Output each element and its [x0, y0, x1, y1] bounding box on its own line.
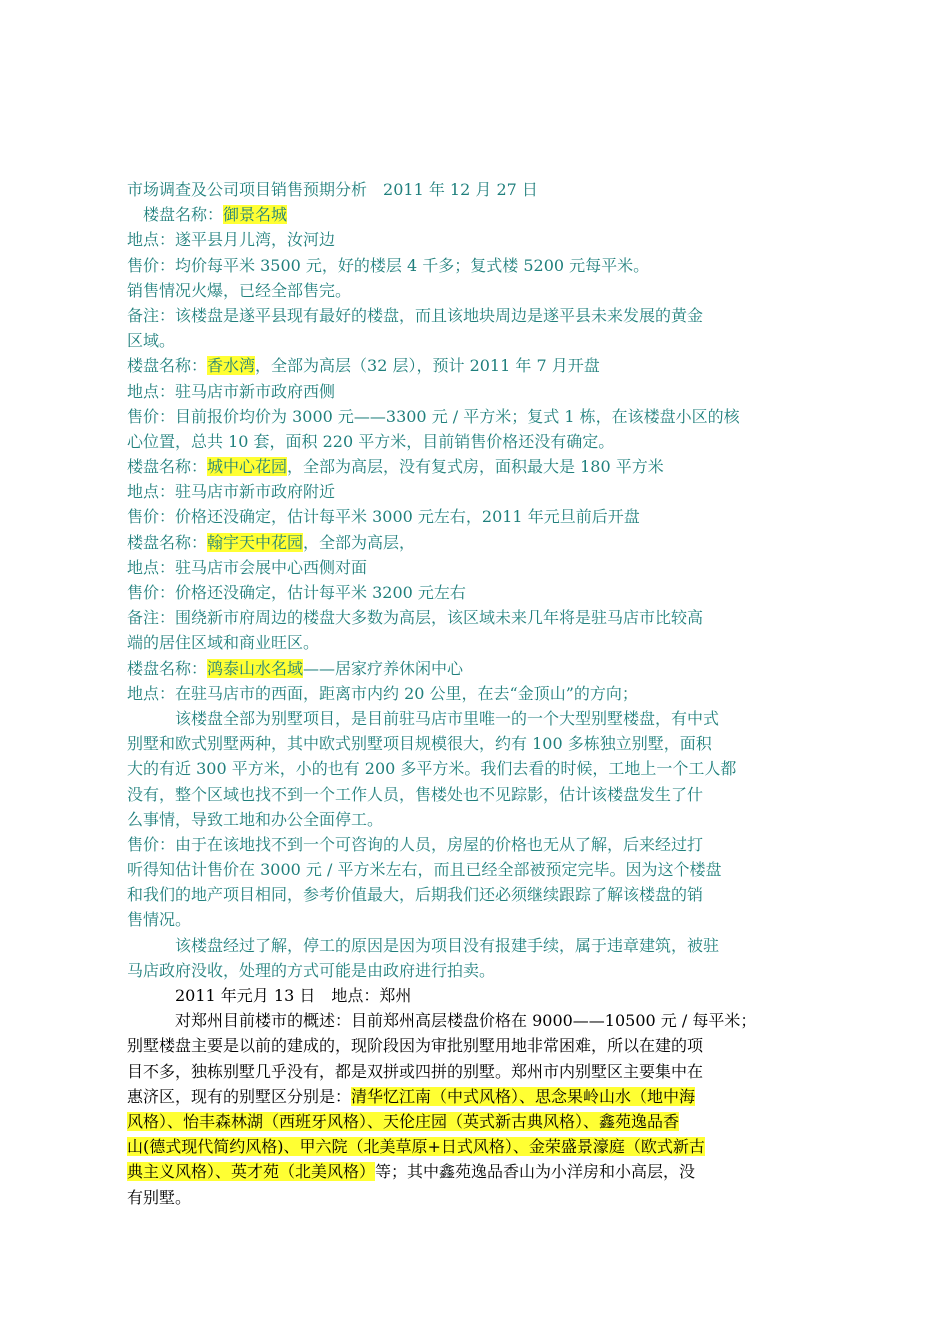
property-1-note: 备注：该楼盘是遂平县现有最好的楼盘，而且该地块周边是遂平县未来发展的黄金	[127, 305, 704, 325]
property-5-stop: 该楼盘经过了解，停工的原因是因为项目没有报建手续，属于违章建筑，被驻	[175, 935, 720, 955]
property-2-name-line: 楼盘名称：香水湾，全部为高层（32 层），预计 2011 年 7 月开盘	[127, 356, 600, 376]
property-5-desc-3: 大的有近 300 平方米，小的也有 200 多平方米。我们去看的时候，工地上一个工人都	[127, 759, 737, 779]
property-1-location: 地点：遂平县月儿湾，汝河边	[127, 230, 336, 250]
document-page	[127, 177, 827, 1210]
zhengzhou-overview: 对郑州目前楼市的概述：目前郑州高层楼盘价格在 9000——10500 元 / 每平米；	[175, 1011, 757, 1031]
property-5-price-2: 听得知估计售价在 3000 元 / 平方米左右，而且已经全部被预定完毕。因为这个楼盘	[127, 860, 722, 880]
property-4-name-line: 楼盘名称：翰宇天中花园，全部为高层，	[127, 532, 416, 552]
property-5-desc-5: 么事情，导致工地和办公全面停工。	[127, 809, 384, 829]
zhengzhou-date-location: 2011 年元月 13 日 地点：郑州	[175, 986, 412, 1005]
property-3-name-line: 楼盘名称：城中心花园，全部为高层，没有复式房，面积最大是 180 平方米	[127, 457, 664, 477]
property-5-name: 鸿泰山水名域	[207, 658, 304, 678]
property-4-location: 地点：驻马店市会展中心西侧对面	[127, 557, 368, 577]
property-4-note: 备注：围绕新市府周边的楼盘大多数为高层，该区域未来几年将是驻马店市比较高	[127, 608, 704, 628]
property-2-location: 地点：驻马店市新市政府西侧	[127, 381, 336, 401]
property-5-desc: 该楼盘全部为别墅项目，是目前驻马店市里唯一的一个大型别墅楼盘，有中式	[175, 708, 720, 728]
doc-date: 2011 年 12 月 27 日	[383, 180, 538, 199]
property-1-note-cont: 区域。	[127, 331, 176, 351]
villa-list-highlight: 山(德式现代简约风格)、甲六院（北美草原+日式风格）、金荣盛景濠庭（欧式新古	[127, 1137, 705, 1157]
doc-title-line	[127, 177, 827, 202]
property-1-name: 御景名城	[223, 205, 288, 225]
property-1-price: 售价：均价每平米 3500 元，好的楼层 4 千多；复式楼 5200 元每平米。	[127, 255, 650, 275]
property-3-price: 售价：价格还没确定，估计每平米 3000 元左右，2011 年元旦前后开盘	[127, 507, 640, 527]
zhengzhou-overview-8: 有别墅。	[127, 1187, 192, 1207]
property-2-price: 售价：目前报价均价为 3000 元——3300 元 / 平方米；复式 1 栋，在该楼盘小区的核	[127, 406, 740, 426]
zhengzhou-overview-3: 目不多，独栋别墅几乎没有，都是双拼或四拼的别墅。郑州市内别墅区主要集中在	[127, 1061, 704, 1081]
villa-list-highlight: 风格）、怡丰森林湖（西班牙风格）、天伦庄园（英式新古典风格）、鑫苑逸品香	[127, 1111, 680, 1131]
property-2-price-cont: 心位置，总共 10 套，面积 220 平方米，目前销售价格还没有确定。	[127, 431, 615, 451]
property-5-desc-2: 别墅和欧式别墅两种，其中欧式别墅项目规模很大，约有 100 多栋独立别墅，面积	[127, 734, 712, 754]
property-1-name-line: 楼盘名称：御景名城	[143, 205, 288, 225]
property-5-location: 地点：在驻马店市的西面，距离市内约 20 公里，在去“金顶山”的方向；	[127, 683, 638, 703]
zhengzhou-overview-2: 别墅楼盘主要是以前的建成的，现阶段因为审批别墅用地非常困难，所以在建的项	[127, 1036, 704, 1056]
property-5-stop-cont: 马店政府没收，处理的方式可能是由政府进行拍卖。	[127, 960, 496, 980]
property-5-name-line: 楼盘名称：鸿泰山水名域——居家疗养休闲中心	[127, 658, 464, 678]
property-4-note-cont: 端的居住区域和商业旺区。	[127, 633, 320, 653]
property-5-desc-4: 没有，整个区域也找不到一个工作人员，售楼处也不见踪影，估计该楼盘发生了什	[127, 784, 704, 804]
property-5-price-4: 售情况。	[127, 910, 192, 930]
property-2-name: 香水湾	[207, 356, 256, 376]
property-3-location: 地点：驻马店市新市政府附近	[127, 482, 336, 502]
zhengzhou-overview-7: 典主义风格）、英才苑（北美风格）等；其中鑫苑逸品香山为小洋房和小高层，没	[127, 1162, 696, 1182]
property-3-name: 城中心花园	[207, 457, 288, 477]
property-4-price: 售价：价格还没确定，估计每平米 3200 元左右	[127, 583, 466, 602]
villa-list-highlight: 典主义风格）、英才苑（北美风格）	[127, 1162, 376, 1182]
villa-list-highlight: 清华忆江南（中式风格）、思念果岭山水（地中海	[351, 1086, 696, 1106]
zhengzhou-overview-6	[127, 1134, 827, 1159]
doc-title: 市场调查及公司项目销售预期分析	[127, 180, 368, 199]
property-5-price: 售价：由于在该地找不到一个可咨询的人员，房屋的价格也无从了解，后来经过打	[127, 834, 704, 854]
property-1-sales: 销售情况火爆，已经全部售完。	[127, 280, 352, 300]
zhengzhou-overview-5	[127, 1109, 827, 1134]
property-5-price-3: 和我们的地产项目相同，参考价值最大，后期我们还必须继续跟踪了解该楼盘的销	[127, 885, 704, 905]
zhengzhou-overview-4: 惠济区，现有的别墅区分别是：清华忆江南（中式风格）、思念果岭山水（地中海	[127, 1086, 696, 1106]
property-4-name: 翰宇天中花园	[207, 532, 304, 552]
